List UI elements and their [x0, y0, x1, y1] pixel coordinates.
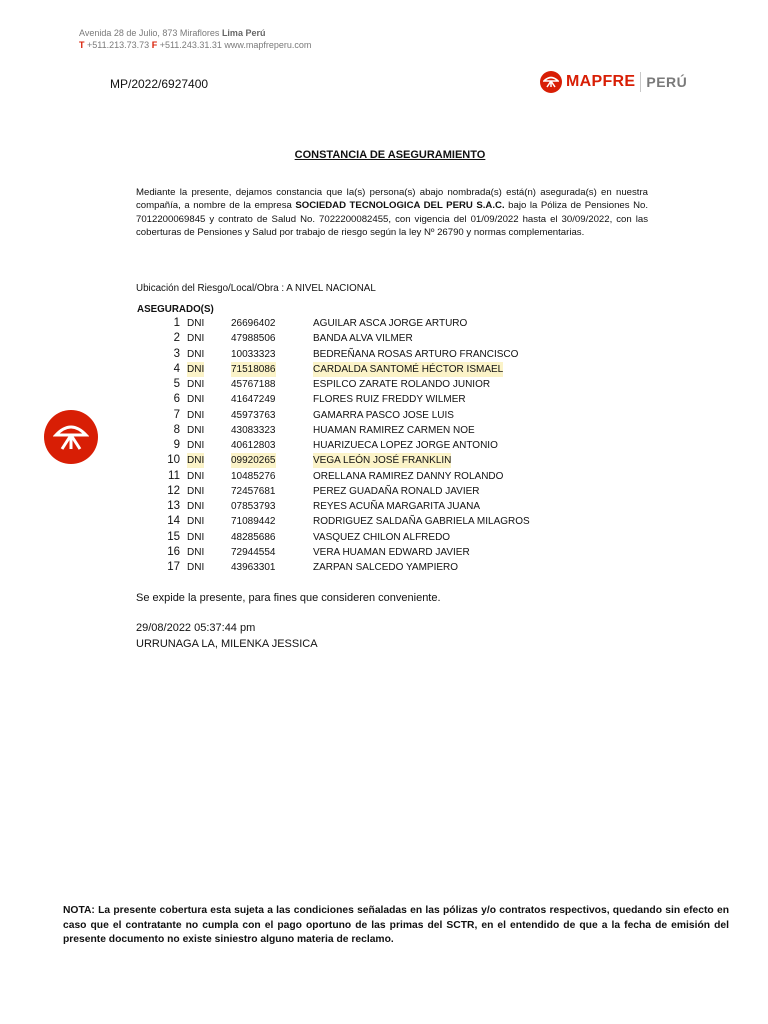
mapfre-side-emblem-icon	[44, 410, 98, 464]
document-number: 26696402	[231, 318, 276, 329]
insured-number: 5	[173, 378, 180, 390]
insured-number: 16	[167, 545, 180, 558]
document-number: 09920265	[231, 455, 276, 467]
issue-datetime: 29/08/2022 05:37:44 pm	[136, 622, 256, 634]
city: Lima Perú	[221, 28, 266, 38]
insured-name: PEREZ GUADAÑA RONALD JAVIER	[313, 485, 480, 497]
document-type: DNI	[187, 485, 205, 497]
insured-name: HUAMAN RAMIREZ CARMEN NOE	[313, 424, 475, 436]
insured-name: FLORES RUIZ FREDDY WILMER	[313, 394, 466, 406]
insured-name: VASQUEZ CHILON ALFREDO	[313, 531, 451, 543]
certificate-paragraph	[136, 186, 648, 240]
insured-number: 14	[167, 515, 180, 528]
document-type: DNI	[187, 455, 205, 467]
insured-name: VEGA LEÓN JOSÉ FRANKLIN	[313, 455, 452, 467]
document-reference: MP/2022/6927400	[110, 77, 209, 91]
insured-name: ESPILCO ZARATE ROLANDO JUNIOR	[313, 379, 491, 390]
paragraph-text-2: bajo la Póliza de Pensiones No. 7012200069845 y contrato de Salud No. 7022200082455, con vigencia del 01/09/2022 hasta el 30/09/2022, con las coberturas de Pensiones y Salud por trabajo de riesgo según la ley Nº 26790 y normas complementarias.	[136, 200, 648, 239]
document-type: DNI	[187, 333, 205, 345]
document-number: 40612803	[231, 440, 276, 451]
document-number: 45973763	[231, 409, 276, 421]
document-type: DNI	[187, 562, 205, 573]
insured-name: GAMARRA PASCO JOSE LUIS	[313, 409, 454, 421]
coverage-note	[63, 904, 729, 948]
brand-country: PERÚ	[646, 74, 688, 90]
document-title: CONSTANCIA DE ASEGURAMIENTO	[294, 149, 486, 161]
insured-number: 8	[173, 423, 180, 436]
document-number: 07853793	[231, 501, 276, 512]
note-text: La presente cobertura esta sujeta a las condiciones señaladas en las pólizas y/o contratos respectivos, quedando sin efecto en caso que el contratante no cumpla con el pago oportuno de las primas del SCTR, en el entendido de que a la fecha de emisión del presente documento no existe siniestro alguno materia de reclamo.	[63, 905, 729, 946]
insured-number: 4	[173, 362, 180, 375]
document-number: 47988506	[231, 333, 276, 345]
insured-number: 2	[173, 332, 180, 345]
phone-label: T	[79, 40, 85, 50]
document-number: 10485276	[231, 470, 276, 482]
insured-name: AGUILAR ASCA JORGE ARTURO	[313, 318, 468, 329]
document-number: 48285686	[231, 531, 276, 543]
insured-name: CARDALDA SANTOMÉ HÉCTOR ISMAEL	[313, 363, 504, 375]
signer-name: URRUNAGA LA, MILENKA JESSICA	[136, 638, 318, 650]
document-type: DNI	[187, 424, 205, 436]
document-number: 10033323	[231, 348, 276, 360]
document-type: DNI	[187, 348, 205, 360]
insured-number: 10	[167, 454, 180, 467]
insured-name: ZARPAN SALCEDO YAMPIERO	[313, 562, 459, 573]
insured-number: 7	[173, 408, 180, 421]
document-number: 45767188	[231, 379, 276, 390]
document-type: DNI	[187, 516, 205, 528]
document-type: DNI	[187, 379, 205, 390]
document-type: DNI	[187, 363, 205, 375]
website-link[interactable]: www.mapfreperu.com	[224, 40, 312, 50]
logo-divider	[640, 72, 641, 92]
document-number: 43083323	[231, 424, 276, 436]
document-type: DNI	[187, 394, 205, 406]
note-label: NOTA:	[63, 905, 95, 916]
insured-number: 6	[173, 393, 180, 406]
insured-number: 1	[173, 317, 180, 329]
insured-number: 15	[167, 530, 180, 543]
risk-location: Ubicación del Riesgo/Local/Obra : A NIVEL NACIONAL	[136, 283, 376, 294]
insured-name: BEDREÑANA ROSAS ARTURO FRANCISCO	[313, 348, 519, 360]
insured-number: 13	[167, 500, 180, 512]
insured-name: HUARIZUECA LOPEZ JORGE ANTONIO	[313, 440, 498, 451]
document-type: DNI	[187, 440, 205, 451]
mapfre-emblem-icon	[540, 71, 562, 93]
brand-name: MAPFRE	[566, 73, 636, 90]
fax-number: +511.243.31.31	[159, 40, 222, 50]
address-line-2	[79, 39, 311, 51]
phone-number: +511.213.73.73	[87, 40, 150, 50]
document-type: DNI	[187, 531, 205, 543]
closing-statement: Se expide la presente, para fines que consideren conveniente.	[136, 592, 441, 604]
insured-number: 9	[173, 439, 180, 451]
document-number: 71518086	[231, 363, 276, 375]
mapfre-logo	[540, 69, 687, 95]
document-type: DNI	[187, 409, 205, 421]
document-number: 72457681	[231, 485, 276, 497]
insured-number: 3	[173, 347, 180, 360]
document-number: 71089442	[231, 516, 276, 528]
fax-label: F	[151, 40, 158, 50]
insured-number: 17	[167, 561, 180, 573]
insured-name: BANDA ALVA VILMER	[313, 333, 413, 345]
address-line-1	[79, 27, 311, 39]
document-number: 43963301	[231, 562, 276, 573]
insured-name: REYES ACUÑA MARGARITA JUANA	[313, 501, 481, 512]
insured-header: ASEGURADO(S)	[137, 304, 214, 315]
document-number: 72944554	[231, 546, 276, 558]
paragraph-text-1: Mediante la presente, dejamos constancia que la(s) persona(s) abajo nombrada(s) está(n) asegurada(s) en nuestra compañía, a nombre de la empresa	[136, 187, 648, 212]
company-address	[79, 27, 311, 51]
insured-number: 12	[167, 484, 180, 497]
document-type: DNI	[187, 318, 205, 329]
document-number: 41647249	[231, 394, 276, 406]
document-type: DNI	[187, 501, 205, 512]
street-address: Avenida 28 de Julio, 873 Miraflores	[79, 28, 220, 38]
document-type: DNI	[187, 470, 205, 482]
insured-name: RODRIGUEZ SALDAÑA GABRIELA MILAGROS	[313, 516, 530, 528]
insured-number: 11	[168, 469, 180, 482]
company-name: SOCIEDAD TECNOLOGICA DEL PERU S.A.C.	[295, 200, 505, 212]
insured-name: VERA HUAMAN EDWARD JAVIER	[313, 546, 470, 558]
document-type: DNI	[187, 546, 205, 558]
insured-name: ORELLANA RAMIREZ DANNY ROLANDO	[313, 470, 504, 482]
